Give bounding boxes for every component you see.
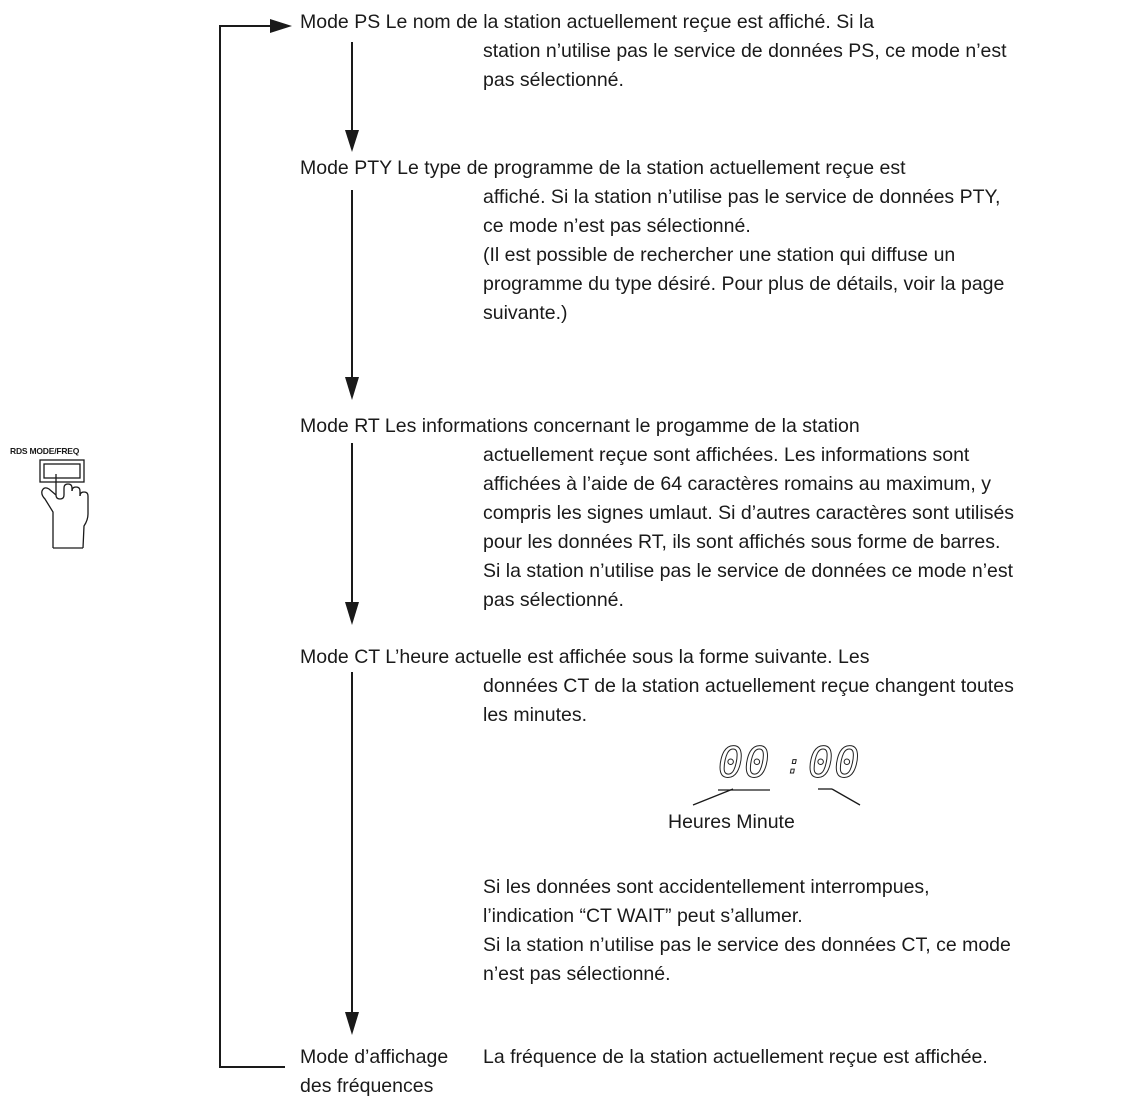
loop-back-line	[220, 26, 285, 1067]
mode-freq-label-line: des fréquences	[300, 1075, 434, 1097]
mode-pty-text-line: suivante.)	[483, 302, 568, 324]
arrow-ct-to-freq-head	[345, 1012, 359, 1035]
mode-rt-heading-line: Mode RT Les informations concernant le progamme de la station	[300, 415, 860, 437]
ct-minutes-digits: 00	[808, 738, 861, 787]
minutes-leader-line-2	[832, 789, 860, 805]
ct-hours-digits: 00	[718, 738, 771, 787]
mode-ct-heading-line: Mode CT L’heure actuelle est affichée sous la forme suivante. Les	[300, 646, 870, 668]
mode-ps-text-line: pas sélectionné.	[483, 69, 624, 91]
mode-ct-text-line: les minutes.	[483, 704, 588, 726]
mode-pty-text-line: (Il est possible de rechercher une station qui diffuse un	[483, 244, 956, 266]
mode-pty-heading-line: Mode PTY Le type de programme de la station actuellement reçue est	[300, 157, 906, 179]
mode-rt-text-line: actuellement reçue sont affichées. Les informations sont	[483, 444, 970, 466]
arrow-pty-to-rt-head	[345, 377, 359, 400]
loop-back-arrowhead	[270, 19, 292, 33]
mode-rt-text-line: compris les signes umlaut. Si d’autres caractères sont utilisés	[483, 502, 1015, 524]
mode-freq-description: La fréquence de la station actuellement reçue est affichée.	[483, 1046, 988, 1068]
ct-separator: :	[786, 750, 803, 780]
hand-pressing-button-icon	[40, 460, 88, 548]
mode-ct-note-line: l’indication “CT WAIT” peut s’allumer.	[483, 905, 803, 927]
mode-freq-label-line: Mode d’affichage	[300, 1046, 449, 1068]
mode-rt-text-line: affichées à l’aide de 64 caractères romains au maximum, y	[483, 473, 991, 495]
mode-rt-text-line: pas sélectionné.	[483, 589, 624, 611]
mode-ps-text-line: station n’utilise pas le service de données PS, ce mode n’est	[483, 40, 1007, 62]
arrow-ps-to-pty-head	[345, 130, 359, 152]
mode-pty-text-line: affiché. Si la station n’utilise pas le service de données PTY,	[483, 186, 1001, 208]
mode-rt-text-line: Si la station n’utilise pas le service de données ce mode n’est	[483, 560, 1014, 582]
ct-display-caption: Heures Minute	[668, 811, 795, 833]
mode-pty-text-line: programme du type désiré. Pour plus de détails, voir la page	[483, 273, 1005, 295]
mode-ct-note-line: n’est pas sélectionné.	[483, 963, 671, 985]
arrow-rt-to-ct-head	[345, 602, 359, 625]
mode-ct-note-line: Si les données sont accidentellement interrompues,	[483, 876, 930, 898]
mode-ct-text-line: données CT de la station actuellement reçue changent toutes	[483, 675, 1014, 697]
mode-pty-text-line: ce mode n’est pas sélectionné.	[483, 215, 751, 237]
rds-mode-freq-button-label: RDS MODE/FREQ	[10, 446, 80, 456]
mode-ct-note-line: Si la station n’utilise pas le service des données CT, ce mode	[483, 934, 1011, 956]
mode-ps-heading-line: Mode PS Le nom de la station actuellement reçue est affiché. Si la	[300, 11, 875, 33]
hours-leader-line	[693, 789, 733, 805]
mode-rt-text-line: pour les données RT, ils sont affichés sous forme de barres.	[483, 531, 1001, 553]
